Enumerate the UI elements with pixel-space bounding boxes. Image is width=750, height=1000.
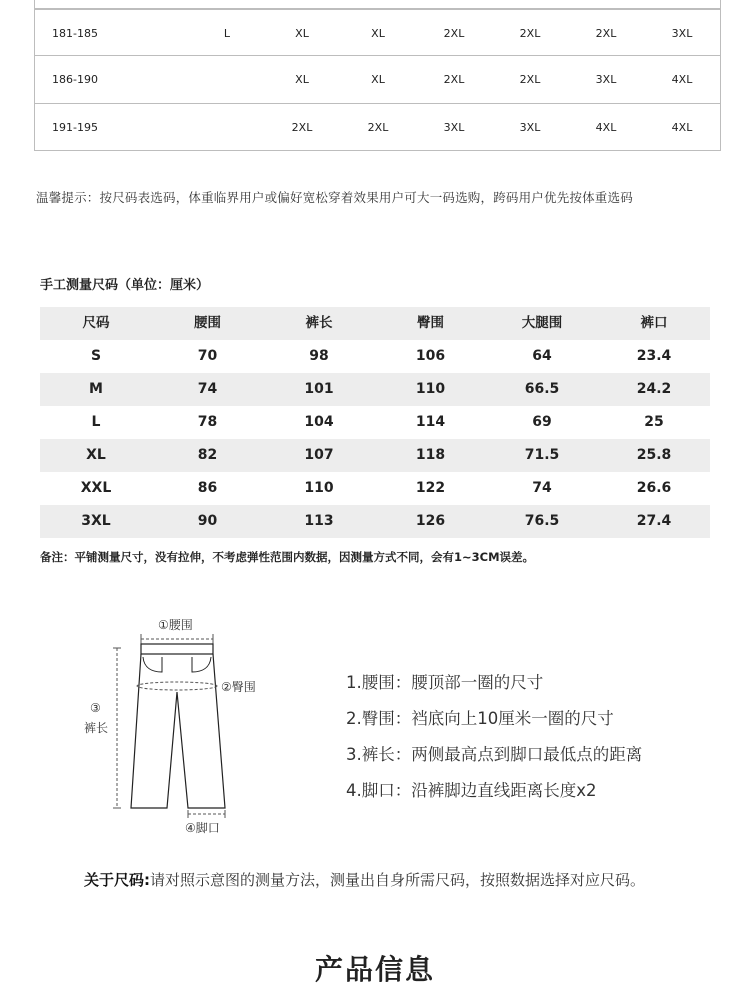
size-cell: 4XL [671,73,693,86]
table-cell: 66.5 [524,381,560,397]
table-cell: 106 [415,348,446,364]
table-cell: 101 [304,381,334,397]
table-cell: 110 [415,381,446,397]
column-header: 大腿围 [521,315,563,331]
size-cell: XL [371,27,385,40]
table-cell: 26.6 [636,480,672,496]
measure-note: 备注：平铺测量尺寸，没有拉伸，不考虑弹性范围内数据，因测量方式不同，会有1~3CM误差。 [40,550,535,564]
about-size-body: 请对照示意图的测量方法，测量出自身所需尺码，按照数据选择对应尺码。 [150,871,646,889]
table-cell: L [91,414,101,430]
table-cell: 86 [197,480,218,496]
table-row [40,439,710,472]
table-cell: M [89,381,103,397]
size-cell: 2XL [443,27,465,40]
size-cell: XL [295,27,309,40]
size-cell: 3XL [671,27,693,40]
hip-label: ②臀围 [221,680,256,694]
table-cell: 23.4 [636,348,672,364]
table-cell: 110 [304,480,334,496]
table-cell: 70 [197,348,218,364]
table-cell: 3XL [81,513,111,529]
column-header: 臀围 [417,315,444,331]
about-size-label: 关于尺码: [84,871,150,889]
size-cell: 3XL [519,121,541,134]
measure-table [40,307,710,538]
table-cell: 74 [197,381,218,397]
table-cell: 114 [415,414,446,430]
table-cell: 104 [304,414,334,430]
height-cell: 191-195 [52,121,98,134]
column-header: 腰围 [194,315,221,331]
hem-label: ④脚口 [185,821,220,835]
size-cell: 2XL [367,121,389,134]
size-recommend-table [34,0,721,151]
size-cell [207,56,247,104]
table-row [40,373,710,406]
size-cell: 3XL [595,73,617,86]
waist-label: ①腰围 [158,618,193,632]
table-cell: 107 [304,447,334,463]
table-cell: 64 [532,348,552,364]
column-header: 裤口 [640,315,668,331]
definition-item: 2.臀围：裆底向上10厘米一圈的尺寸 [346,709,614,728]
table-row [40,505,710,538]
table-cell: 113 [304,513,334,529]
height-cell: 186-190 [52,73,98,86]
table-row [35,55,720,104]
size-cell: L [223,27,231,40]
table-cell: 24.2 [636,381,672,397]
table-cell: 69 [532,414,552,430]
measure-definitions [346,671,642,815]
table-cell: 98 [309,348,329,364]
size-cell: 4XL [595,121,617,134]
column-header: 裤长 [305,315,333,331]
table-cell: 71.5 [524,447,560,463]
table-cell: 126 [415,513,446,529]
table-cell: 25 [644,414,664,430]
table-cell: 27.4 [636,513,672,529]
table-cell: 76.5 [524,513,560,529]
definition-item: 3.裤长：两侧最高点到脚口最低点的距离 [346,745,643,764]
size-cell [207,104,247,152]
table-cell: 25.8 [636,447,672,463]
table-row [40,340,710,373]
column-header: 尺码 [82,315,110,331]
height-cell: 181-185 [52,27,98,40]
size-cell: 2XL [443,73,465,86]
pants-outline-illustration [80,612,280,842]
size-cell: 2XL [595,27,617,40]
table-cell: 78 [197,414,218,430]
table-cell: XXL [80,480,112,496]
table-cell: XL [86,447,106,463]
size-cell: 2XL [519,27,541,40]
table-header-row [40,307,710,340]
length-number: ③ [90,701,101,715]
table-cell: 90 [197,513,218,529]
about-size-text [84,866,674,894]
table-cell: 82 [197,447,218,463]
definition-item: 4.脚口：沿裤脚边直线距离长度x2 [346,781,597,800]
size-cell: 3XL [443,121,465,134]
measure-table-title: 手工测量尺码（单位：厘米） [40,278,210,293]
table-cell: 122 [415,480,446,496]
pants-measure-diagram [80,612,280,842]
size-cell: 4XL [671,121,693,134]
table-cell: S [90,348,102,364]
length-label: 裤长 [84,721,109,735]
size-cell: 2XL [519,73,541,86]
table-cell: 118 [415,447,446,463]
size-cell: 2XL [291,121,313,134]
table-row [40,406,710,439]
section-title: 产品信息 [314,953,435,986]
definition-item: 1.腰围：腰顶部一圈的尺寸 [346,673,544,692]
table-row [40,472,710,505]
table-row [35,9,720,58]
size-tip: 温馨提示：按尺码表选码，体重临界用户或偏好宽松穿着效果用户可大一码选购，跨码用户优先按体重选码 [36,190,633,205]
table-row [35,103,720,152]
size-cell: XL [295,73,309,86]
size-cell: XL [371,73,385,86]
table-cell: 74 [532,480,552,496]
